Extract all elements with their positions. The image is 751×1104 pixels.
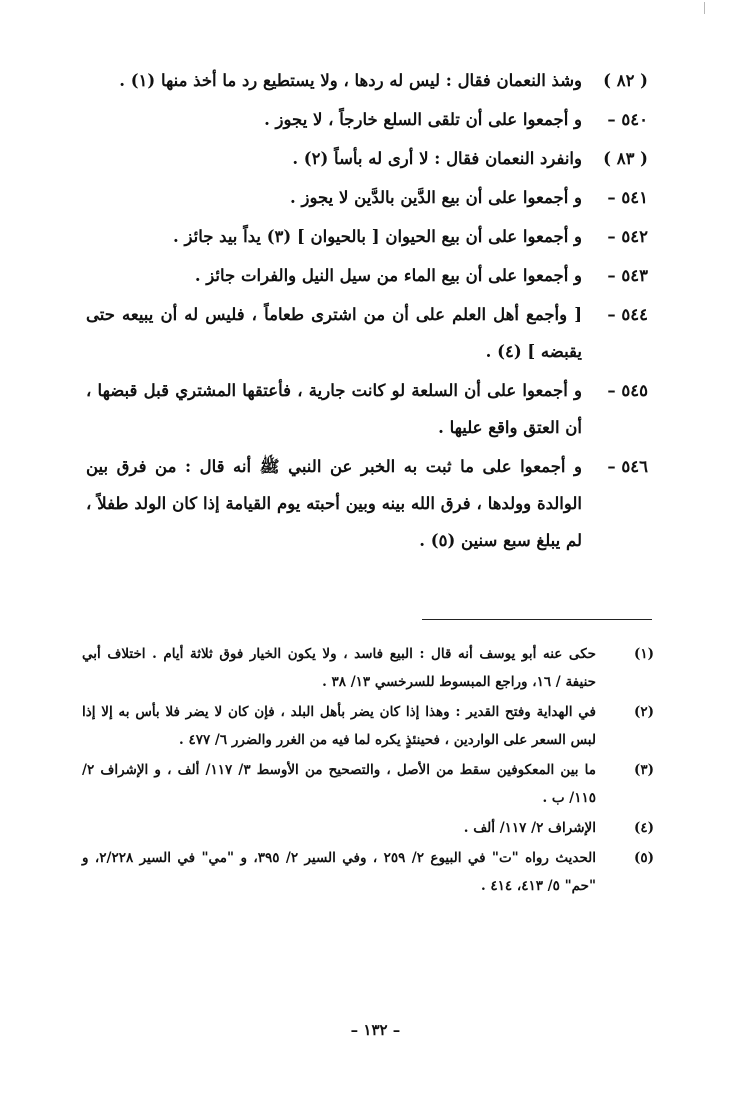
paragraph-number: ٥٤٤ – bbox=[607, 305, 648, 324]
paragraph-540 bbox=[86, 101, 648, 138]
page-corner-mark bbox=[704, 2, 715, 14]
paragraph-541 bbox=[86, 179, 648, 216]
footnote-separator bbox=[422, 619, 652, 620]
footnote-number: (٤) bbox=[633, 820, 654, 836]
paragraph-text: وشذ النعمان فقال : ليس له ردها ، ولا يستطيع رد ما أخذ منها (١) . bbox=[119, 71, 582, 90]
paragraph-number: ٥٤٠ – bbox=[607, 110, 648, 129]
footnote-number: (٣) bbox=[633, 762, 654, 778]
paragraph-number: ٥٤٥ – bbox=[607, 381, 648, 400]
paragraph-number: ( ٨٣ ) bbox=[603, 149, 648, 168]
paragraph-number: ٥٤٢ – bbox=[607, 227, 648, 246]
footnote-text: الإشراف ٢/ ١١٧/ ألف . bbox=[463, 820, 596, 836]
paragraph-text: و أجمعوا على أن بيع الماء من سيل النيل والفرات جائز . bbox=[194, 266, 582, 285]
paragraph-text: و أجمعوا على أن بيع الحيوان [ بالحيوان ] (٣) يداً بيد جائز . bbox=[173, 227, 582, 246]
footnote-text: الحديث رواه "ت" في البيوع ٢/ ٢٥٩ ، وفي السير ٢/ ٣٩٥، و "مي" في السير ٢/٢٢٨، و "حم" ٥/ ٤١٣، ٤١٤ . bbox=[82, 850, 597, 894]
footnote-number: (٥) bbox=[633, 850, 654, 866]
paragraph-542 bbox=[86, 218, 648, 255]
footnote-number: (٢) bbox=[633, 704, 654, 720]
footnote-text: في الهداية وفتح القدير : وهذا إذا كان يضر بأهل البلد ، فإن كان لا يضر فلا بأس به إلا إذا لبس السعر على الواردين ، فحينئذٍ يكره لما فيه من الغرر والضرر ٦/ ٤٧٧ . bbox=[82, 704, 596, 748]
main-text bbox=[86, 62, 648, 561]
footnote-4 bbox=[82, 814, 654, 842]
footnote-text: حكى عنه أبو يوسف أنه قال : البيع فاسد ، ولا يكون الخيار فوق ثلاثة أيام . اختلاف أبي حنيفة / ١٦، وراجع المبسوط للسرخسي ١٣/ ٣٨ . bbox=[82, 646, 596, 690]
paragraph-546 bbox=[86, 448, 648, 559]
paragraph-number: ٥٤١ – bbox=[607, 188, 648, 207]
paragraph-number: ٥٤٣ – bbox=[607, 266, 648, 285]
footnote-2 bbox=[82, 698, 654, 754]
paragraph-545 bbox=[86, 372, 648, 446]
paragraph-number: ( ٨٢ ) bbox=[603, 71, 648, 90]
paragraph-text: و أجمعوا على أن تلقى السلع خارجاً ، لا يجوز . bbox=[264, 110, 582, 129]
paragraph-text: و أجمعوا على ما ثبت به الخبر عن النبي ﷺ أنه قال : من فرق بين الوالدة وولدها ، فرق الله بينه وبين أحبته يوم القيامة إذا كان الولد طفلاً ، لم يبلغ سبع سنين (٥) . bbox=[86, 457, 582, 550]
paragraph-text: [ وأجمع أهل العلم على أن من اشترى طعاماً ، فليس له أن يبيعه حتى يقبضه ] (٤) . bbox=[86, 305, 582, 361]
paragraph-543 bbox=[86, 257, 648, 294]
footnotes bbox=[82, 640, 654, 902]
footnote-text: ما بين المعكوفين سقط من الأصل ، والتصحيح من الأوسط ٣/ ١١٧/ ألف ، و الإشراف ٢/ ١١٥/ ب . bbox=[82, 762, 596, 806]
paragraph-number: ٥٤٦ – bbox=[607, 457, 648, 476]
paragraph-544 bbox=[86, 296, 648, 370]
footnote-number: (١) bbox=[633, 646, 654, 662]
footnote-3 bbox=[82, 756, 654, 812]
page-number: – ١٣٢ – bbox=[350, 1021, 401, 1039]
paragraph-text: و أجمعوا على أن السلعة لو كانت جارية ، فأعتقها المشتري قبل قبضها ، أن العتق واقع عليها . bbox=[86, 381, 582, 437]
paragraph-82 bbox=[86, 62, 648, 99]
paragraph-text: وانفرد النعمان فقال : لا أرى له بأساً (٢) . bbox=[292, 149, 582, 168]
paragraph-83 bbox=[86, 140, 648, 177]
footnote-5 bbox=[82, 844, 654, 900]
footnote-1 bbox=[82, 640, 654, 696]
paragraph-text: و أجمعوا على أن بيع الدَّين بالدَّين لا يجوز . bbox=[290, 188, 582, 207]
